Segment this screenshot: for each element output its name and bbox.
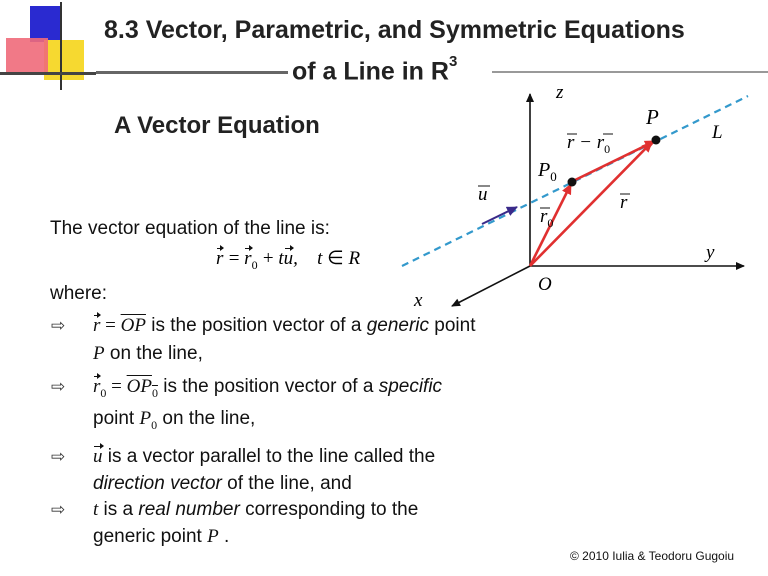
bullet-2-line2: point $P_0$ on the line, <box>93 408 256 432</box>
bullet-4-text: is a <box>98 499 139 520</box>
bullet-4-line2-pre: generic point <box>93 526 208 547</box>
bullet-2-line1: $r_0 = OP_0$ is the position vector of a specific <box>93 376 443 400</box>
section-heading: A Vector Equation <box>114 112 320 139</box>
bullet-1-emphasis: generic <box>366 315 430 336</box>
bullet-3-emphasis: direction vector <box>93 473 222 494</box>
label-r: r <box>620 192 628 213</box>
bullet-2-line2-text: on the line, <box>157 408 256 429</box>
bullet-arrow-icon: ⇨ <box>51 377 66 396</box>
slide-title-line1: 8.3 Vector, Parametric, and Symmetric Equations <box>104 16 685 44</box>
title-superscript: 3 <box>448 53 458 70</box>
point-P0 <box>568 178 577 187</box>
intro-text: The vector equation of the line is: <box>50 218 330 239</box>
bullet-4-line2-text: . <box>218 526 230 547</box>
point-P <box>652 136 661 145</box>
bullet-4-post: corresponding to the <box>239 499 419 520</box>
label-r0: $r_0$ <box>540 206 554 230</box>
label-P: P <box>646 105 659 129</box>
bullet-4-point-P: P <box>207 526 219 547</box>
x-axis <box>452 266 530 306</box>
bullet-arrow-icon: ⇨ <box>51 447 66 466</box>
bullet-arrow-icon: ⇨ <box>51 316 66 335</box>
bullet-2-emphasis: specific <box>378 376 443 397</box>
direction-vector-u <box>482 207 517 224</box>
bullet-1-text: is the position vector of a <box>145 315 367 336</box>
bullet-3-symbol-u: u <box>93 446 103 467</box>
bullet-2-text: is the position vector of a <box>157 376 379 397</box>
bullet-4-symbol-t: t <box>93 499 99 520</box>
bullet-1-line1: $r = \overline{OP}$ is the position vector of a generic point <box>93 315 476 336</box>
bullet-3-text: is a vector parallel to the line called the <box>102 446 436 467</box>
vector-equation: $r = r_0$ + tu, t ∈ R <box>216 248 361 272</box>
label-z: z <box>556 82 564 103</box>
bullet-1-point-P: P <box>93 343 105 364</box>
copyright-notice: © 2010 Iulia & Teodoru Gugoiu <box>570 549 735 563</box>
label-P0: $P_0$ <box>538 159 557 184</box>
bullet-1-line2-text: on the line, <box>104 343 203 364</box>
bullet-1-post: point <box>429 315 476 336</box>
where-label: where: <box>50 283 108 304</box>
bullet-4-emphasis: real number <box>138 499 240 520</box>
label-r-minus-r0: $r - r_0$ <box>567 132 611 156</box>
bullet-3-line2-text: of the line, and <box>221 473 352 494</box>
label-L: L <box>712 122 723 143</box>
label-y: y <box>706 242 715 263</box>
bullet-2-line2-pre: point <box>93 408 140 429</box>
label-x: x <box>414 290 423 311</box>
bullet-arrow-icon: ⇨ <box>51 500 66 519</box>
title-line2-text: of a Line in R <box>292 57 449 86</box>
label-O: O <box>538 274 552 295</box>
label-u: u <box>478 184 488 205</box>
